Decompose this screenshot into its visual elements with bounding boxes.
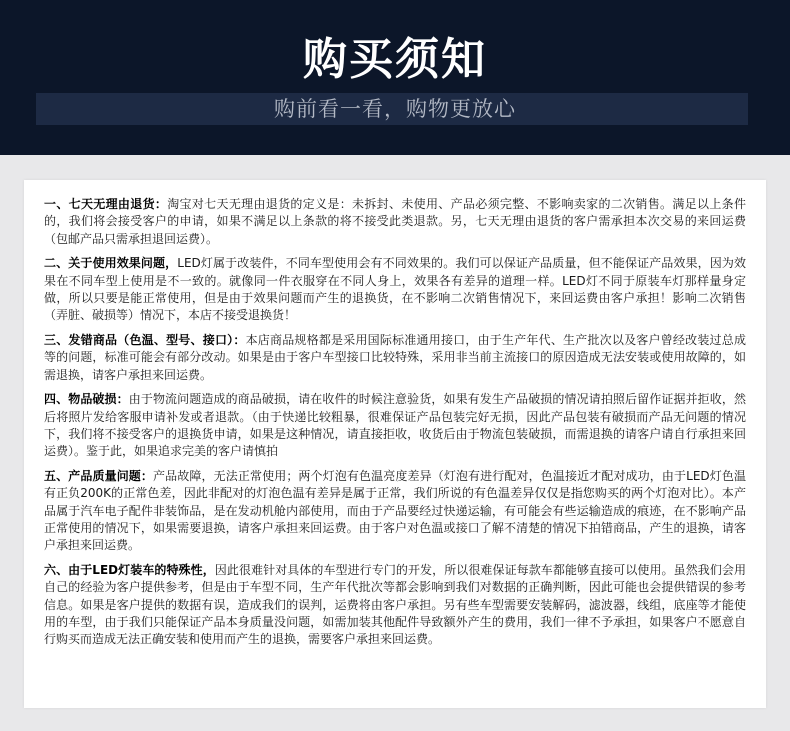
notice-card [24,180,766,708]
section-heading: 三、发错商品（色温、型号、接口）： [44,333,246,348]
section-body: LED灯属于改装件，不同车型使用会有不同效果的。我们可以保证产品质量，但不能保证产品效果，因为效果在不同车型上使用是不一致的。就像同一件衣服穿在不同人身上，效果各有差异的道理一样。LED灯不同于原装车灯那样量身定做，所以只要是能正常使用，但是由于效果问题而产生的退换货，在不影响二次销售情况下，来回运费由客户承担！影响二次销售（弄脏、破损等）情况下，本店不接受退换货！ [44,256,746,323]
section-body: 产品故障，无法正常使用；两个灯泡有色温亮度差异（灯泡有进行配对，色温接近才配对成功，由于LED灯色温有正负200K的正常色差，因此非配对的灯泡色温有差异是属于正常，我们所说的有色温差异仅仅是指您购买的两个灯泡对比）。本产品属于汽车电子配件非装饰品，是在发动机舱内部使用，而由于产品要经过快递运输，有可能会有些运输造成的痕迹，在不影响产品正常使用的情况下，如果需要退换，请客户承担来回运费。由于客户对色温或接口了解不清楚的情况下拍错商品，产生的退换，请客户承担来回运费。 [44,469,746,553]
section-body: 淘宝对七天无理由退货的定义是：未拆封、未使用、产品必须完整、不影响卖家的二次销售。满足以上条件的，我们将会接受客户的申请，如果不满足以上条款的将不接受此类退款。另，七天无理由退货的客户需承担本次交易的来回运费（包邮产品只需承担退回运费）。 [44,197,746,246]
section-heading: 四、物品破损： [44,392,129,407]
section-usage-effect [44,255,746,324]
notice-content [44,196,746,656]
section-heading: 二、关于使用效果问题， [44,256,178,271]
section-damaged-item [44,391,746,460]
section-body: 由于物流问题造成的商品破损，请在收件的时候注意验货，如果有发生产品破损的情况请拍照后留作证据并拒收，然后将照片发给客服申请补发或者退款。（由于快递比较粗暴，很难保证产品包装完好无损，因此产品包装有破损而产品无问题的情况下，我们将不接受客户的退换货申请，如果是这种情况，请直接拒收，收货后由于物流包装破损，而需退换的请客户请自行承担来回运费）。鉴于此，如果追求完美的客户请慎拍 [44,392,746,459]
section-return-policy [44,196,746,248]
section-heading: 六、由于LED灯装车的特殊性， [44,563,215,578]
section-heading: 五、产品质量问题： [44,469,154,484]
section-wrong-item [44,332,746,384]
section-body: 因此很难针对具体的车型进行专门的开发，所以很难保证每款车都能够直接可以使用。虽然我们会用自己的经验为客户提供参考，但是由于车型不同，生产年代批次等都会影响到我们对数据的正确判断，因此可能也会提供错误的参考信息。如果是客户提供的数据有误，造成我们的误判，运费将由客户承担。另有些车型需要安装解码，滤波器，线组，底座等才能使用的车型，由于我们只能保证产品本身质量没问题，如需加装其他配件导致额外产生的费用，我们一律不予承担，如果客户不愿意自行购买而造成无法正确安装和使用而产生的退换，需要客户承担来回运费。 [44,563,746,647]
section-quality-issue [44,468,746,554]
page-subtitle: 购前看一看，购物更放心 [274,97,516,121]
section-body: 本店商品规格都是采用国际标准通用接口，由于生产年代、生产批次以及客户曾经改装过总成等的问题，标准可能会有部分改动。如果是由于客户车型接口比较特殊，采用非当前主流接口的原因造成无法安装或使用故障的，如需退换，请客户承担来回运费。 [44,333,746,382]
header-banner [0,0,790,155]
section-heading: 一、七天无理由退货： [44,197,168,211]
page-title: 购买须知 [303,34,487,85]
section-led-compatibility [44,562,746,648]
